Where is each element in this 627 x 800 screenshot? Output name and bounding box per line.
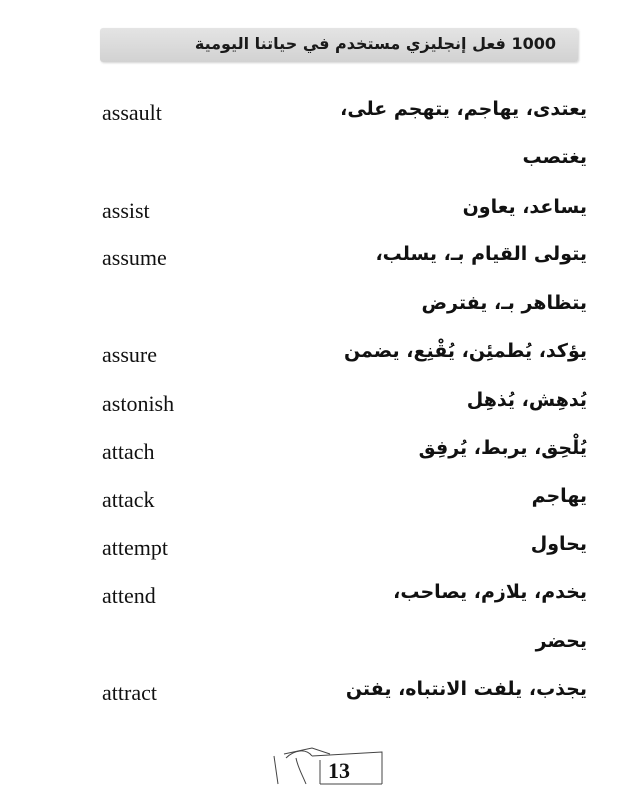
arabic-meaning: يهاجم — [531, 485, 587, 507]
page-number-badge — [272, 744, 384, 786]
list-item — [0, 243, 627, 283]
english-word: assault — [102, 100, 162, 125]
arabic-meaning: يحاول — [530, 533, 587, 555]
arabic-meaning: يجذب، يلفت الانتباه، يفتن — [345, 678, 587, 700]
english-word: attempt — [102, 535, 168, 560]
list-item — [0, 340, 627, 380]
book-title: 1000 فعل إنجليزي مستخدم في حياتنا اليومية — [194, 34, 556, 53]
list-item — [0, 485, 627, 525]
arabic-meaning: يُلْحِق، يربط، يُرفِق — [418, 437, 587, 459]
list-item — [0, 146, 627, 186]
english-word: attend — [102, 583, 156, 608]
list-item — [0, 389, 627, 429]
list-item — [0, 630, 627, 670]
list-item — [0, 98, 627, 138]
arabic-meaning: يؤكد، يُطمئِن، يُقْنِع، يضمن — [343, 340, 587, 362]
list-item — [0, 437, 627, 477]
arabic-meaning: يعتدى، يهاجم، يتهجم على، — [340, 98, 587, 120]
arabic-meaning: يحضر — [535, 630, 587, 652]
english-word: assume — [102, 245, 167, 270]
arabic-meaning: يخدم، يلازم، يصاحب، — [393, 581, 587, 603]
english-word: astonish — [102, 391, 175, 416]
english-word: attach — [102, 439, 155, 464]
list-item — [0, 678, 627, 718]
english-word: attract — [102, 680, 157, 705]
arabic-meaning: يتولى القيام بـ، يسلب، — [375, 243, 587, 265]
arabic-meaning: يتظاهر بـ، يفترض — [421, 292, 587, 314]
arabic-meaning: يساعد، يعاون — [462, 196, 587, 218]
english-word: assure — [102, 342, 157, 367]
list-item — [0, 581, 627, 621]
arabic-meaning: يغتصب — [522, 146, 587, 168]
english-word: attack — [102, 487, 155, 512]
list-item — [0, 292, 627, 332]
english-word: assist — [102, 198, 150, 223]
arabic-meaning: يُدهِش، يُذهِل — [466, 389, 587, 411]
list-item — [0, 533, 627, 573]
page-number: 13 — [328, 758, 350, 783]
list-item — [0, 196, 627, 236]
